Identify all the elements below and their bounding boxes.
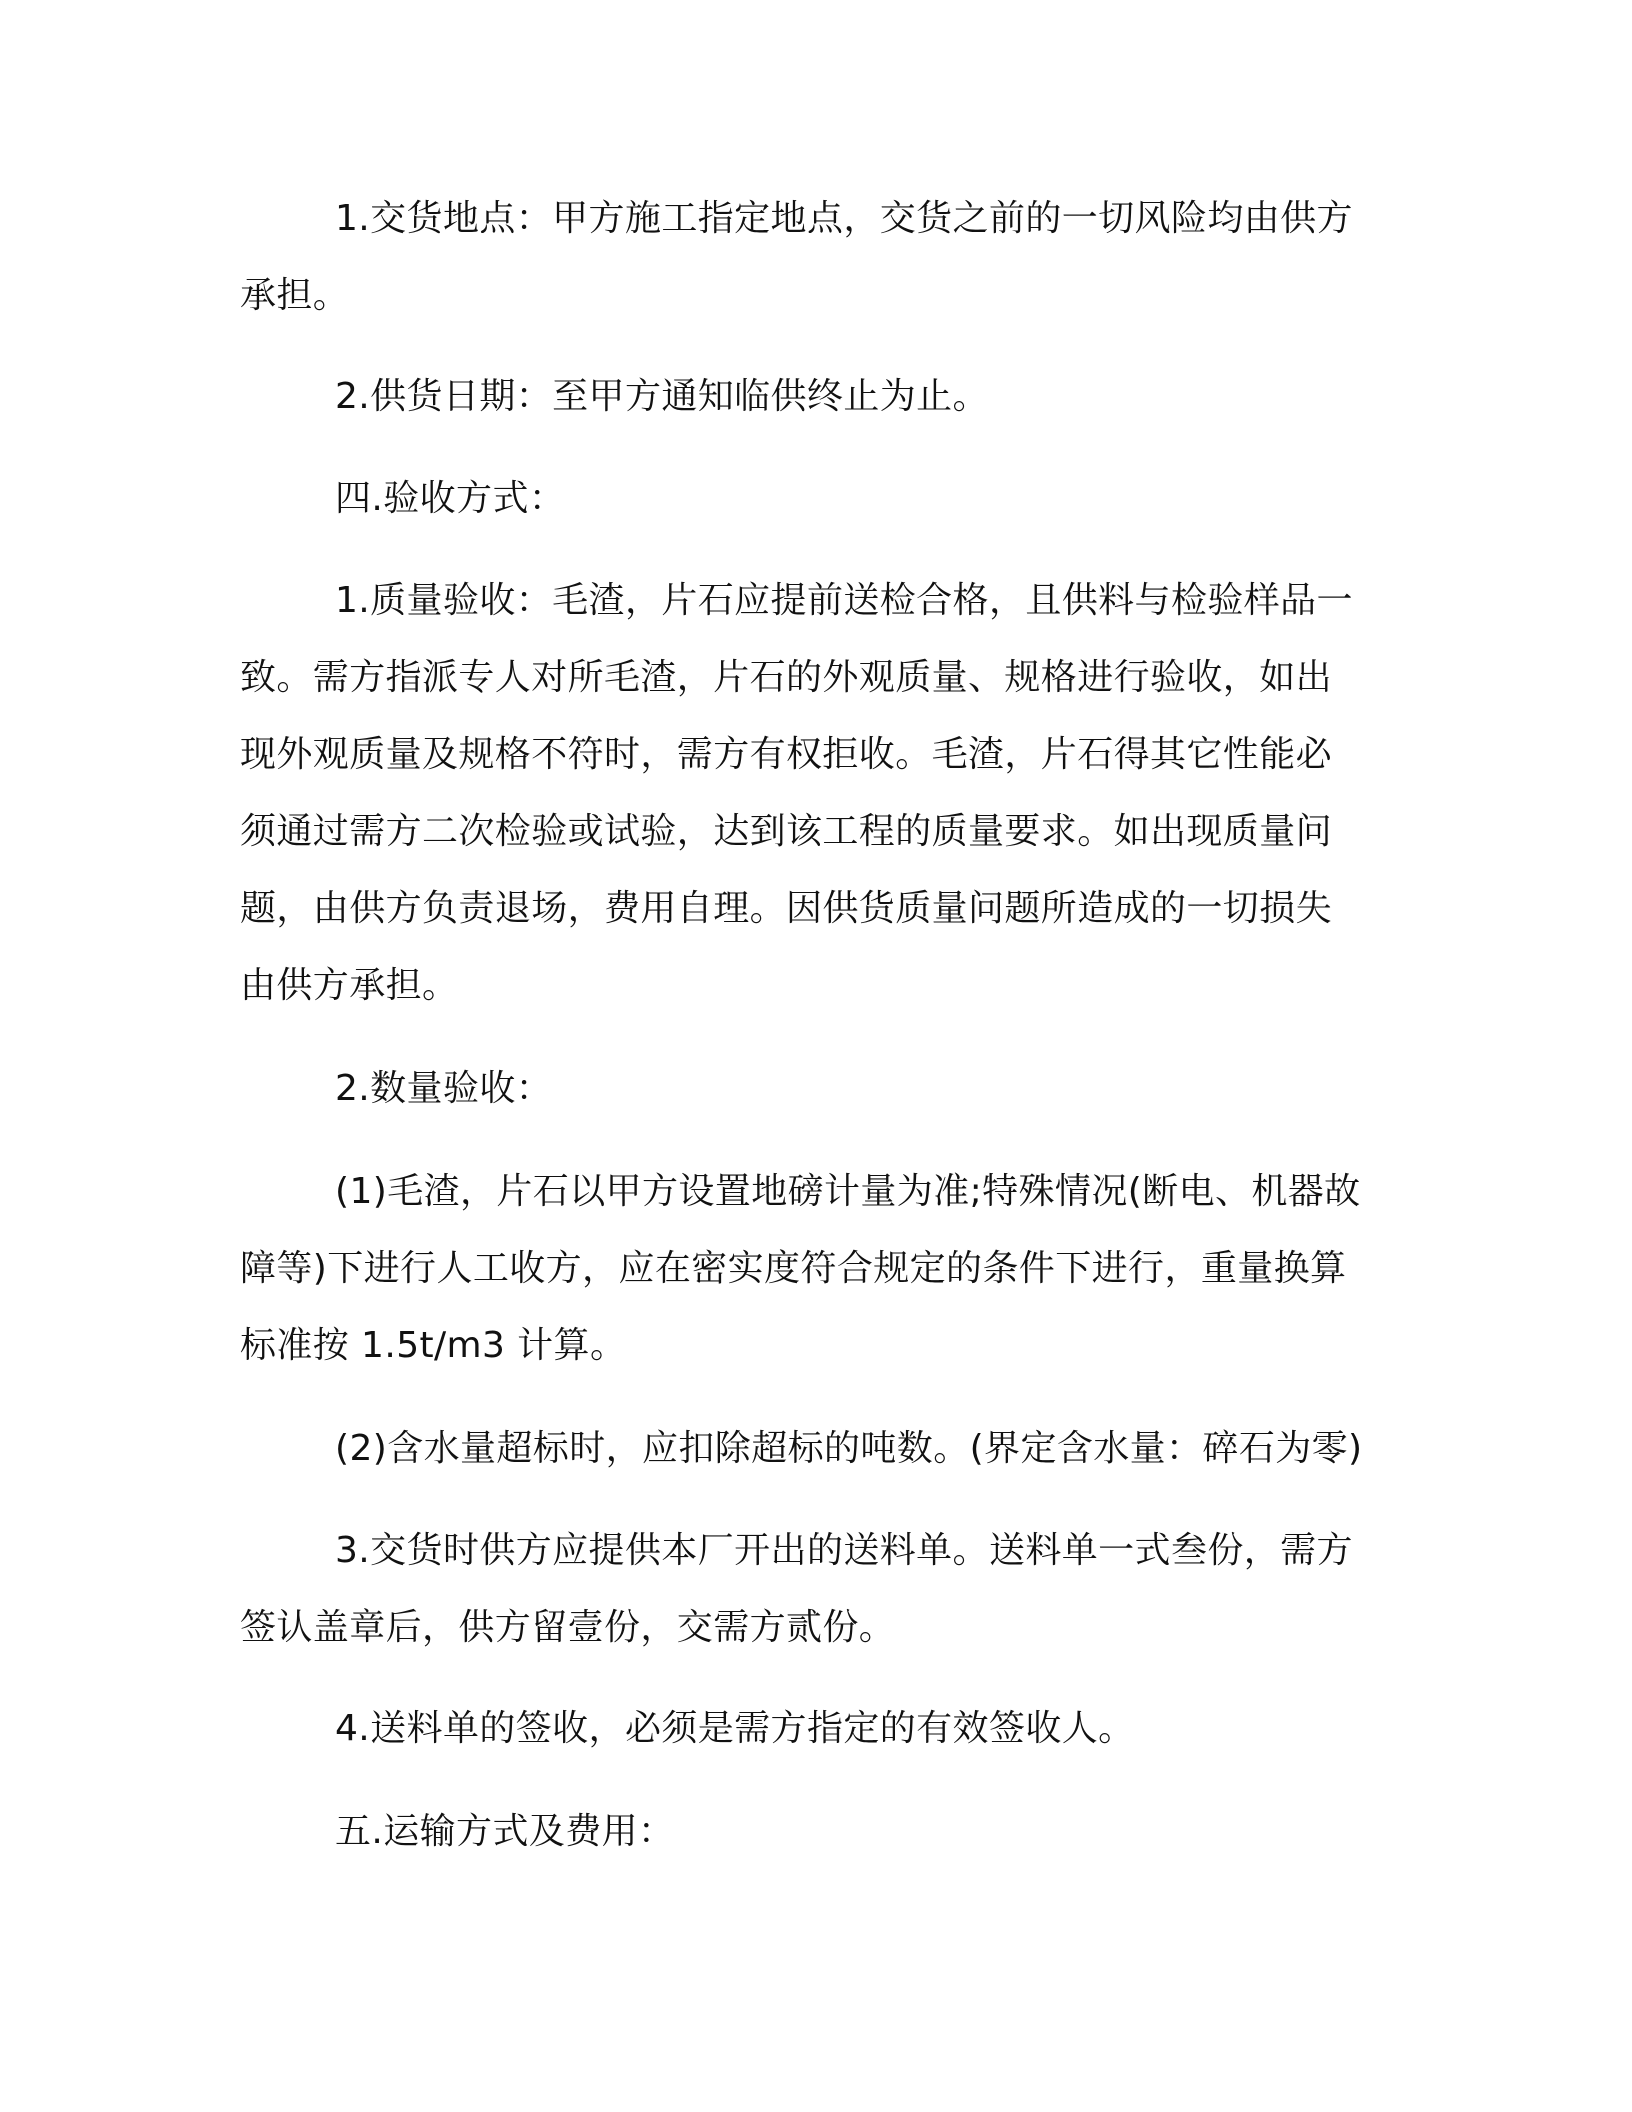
- paragraph-line: 现外观质量及规格不符时，需方有权拒收。毛渣，片石得其它性能必: [240, 734, 1333, 775]
- paragraph-line: 3.交货时供方应提供本厂开出的送料单。送料单一式叁份，需方: [335, 1530, 1353, 1571]
- paragraph-quantity-item-1: [240, 1153, 1385, 1384]
- paragraph-line: 1.质量验收：毛渣，片石应提前送检合格，且供料与检验样品一: [335, 580, 1353, 621]
- paragraph-quantity-acceptance: [240, 1050, 1385, 1127]
- paragraph-line: 须通过需方二次检验或试验，达到该工程的质量要求。如出现质量问: [240, 811, 1333, 852]
- paragraph-delivery-note: [240, 1512, 1385, 1666]
- paragraph-line: 2.供货日期：至甲方通知临供终止为止。: [335, 376, 989, 417]
- paragraph-quality-acceptance: [240, 562, 1385, 1024]
- paragraph-line: 致。需方指派专人对所毛渣，片石的外观质量、规格进行验收，如出: [240, 657, 1333, 698]
- paragraph-line: 题，由供方负责退场，费用自理。因供货质量问题所造成的一切损失: [240, 888, 1333, 929]
- paragraph-line: 四.验收方式：: [335, 478, 566, 519]
- paragraph-line: 2.数量验收：: [335, 1068, 553, 1109]
- paragraph-quantity-item-2: [240, 1410, 1385, 1487]
- heading-transport-method: [240, 1793, 1385, 1870]
- document-page: [240, 0, 1385, 2112]
- paragraph-delivery-signoff: [240, 1690, 1385, 1767]
- paragraph-supply-date: [240, 358, 1385, 435]
- paragraph-delivery-location: [240, 180, 1385, 334]
- paragraph-line: 标准按 1.5t/m3 计算。: [240, 1325, 627, 1366]
- paragraph-line: (1)毛渣，片石以甲方设置地磅计量为准;特殊情况(断电、机器故: [335, 1171, 1361, 1212]
- paragraph-line: 障等)下进行人工收方，应在密实度符合规定的条件下进行，重量换算: [240, 1248, 1347, 1289]
- paragraph-line: 五.运输方式及费用：: [335, 1811, 675, 1852]
- paragraph-line: 承担。: [240, 275, 350, 316]
- paragraph-line: (2)含水量超标时，应扣除超标的吨数。(界定含水量：碎石为零): [335, 1428, 1363, 1469]
- paragraph-line: 1.交货地点：甲方施工指定地点，交货之前的一切风险均由供方: [335, 198, 1353, 239]
- paragraph-line: 由供方承担。: [240, 965, 459, 1006]
- heading-acceptance-method: [240, 460, 1385, 537]
- paragraph-line: 签认盖章后，供方留壹份，交需方贰份。: [240, 1607, 896, 1648]
- paragraph-line: 4.送料单的签收，必须是需方指定的有效签收人。: [335, 1708, 1135, 1749]
